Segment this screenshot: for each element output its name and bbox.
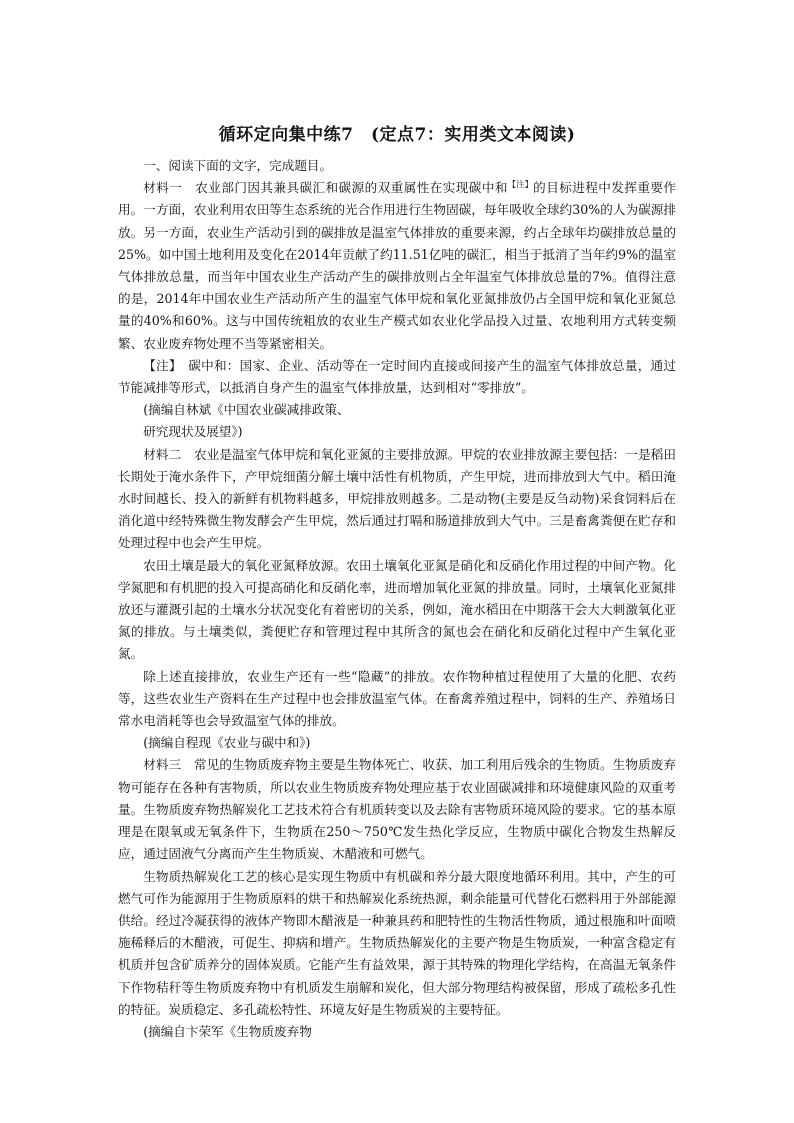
- material-3-paragraph-1: 材料三 常见的生物质废弃物主要是生物体死亡、收获、加工利用后残余的生物质。生物质废弃物可能存在各种有害物质，所以农业生物质废弃物处理应基于农业固碳减排和环境健康风险的双重考量。生物质废弃物热解炭化工艺技术符合有机质转变以及去除有害物质环境风险的要求。它的基本原理是在限氧或无氧条件下，生物质在250～750℃发生热化学反应，生物质中碳化合物发生热解反应，通过固液气分离而产生生物质炭、木醋液和可燃气。: [118, 757, 676, 862]
- instruction: 一、阅读下面的文字，完成题目。: [143, 158, 333, 173]
- material-1-note: 【注】 碳中和：国家、企业、活动等在一定时间内直接或间接产生的温室气体排放总量，通过节能减排等形式，以抵消自身产生的温室气体排放量，达到相对“零排放”。: [118, 357, 676, 396]
- page-title: 循环定向集中练7 (定点7：实用类文本阅读): [218, 125, 576, 145]
- material-3-source: (摘编自卞荣军《生物质废弃物: [143, 1023, 312, 1039]
- material-2-paragraph-2: 农田土壤是最大的氧化亚氮释放源。农田土壤氧化亚氮是硝化和反硝化作用过程的中间产物。化学氮肥和有机肥的投入可提高硝化和反硝化率，进而增加氧化亚氮的排放量。同时，土壤氧化亚氮排放还与灌溉引起的土壤水分状况变化有着密切的关系，例如，淹水稻田在中期落干会大大刺激氧化亚氮的排放。与土壤类似，粪便贮存和管理过程中其所含的氮也会在硝化和反硝化过程中产生氧化亚氮。: [118, 557, 676, 662]
- material-2-source: (摘编自程现《农业与碳中和》): [143, 735, 311, 751]
- material-1-source-line-1: (摘编自林斌《中国农业碳减排政策、: [143, 402, 350, 418]
- material-1-paragraph: [118, 177, 676, 355]
- material-2-paragraph-1: 材料二 农业是温室气体甲烷和氧化亚氮的主要排放源。甲烷的农业排放源主要包括：一是稻田长期处于淹水条件下，产甲烷细菌分解土壤中活性有机物质，产生甲烷，进而排放到大气中。稻田淹水时间越长、投入的新鲜有机物料越多，甲烷排放则越多。二是动物(主要是反刍动物)采食饲料后在消化道中经特殊微生物发酵会产生甲烷，然后通过打嗝和肠道排放到大气中。三是畜禽粪便在贮存和处理过程中也会产生甲烷。: [118, 446, 676, 551]
- material-3-paragraph-2: 生物质热解炭化工艺的核心是实现生物质中有机碳和养分最大限度地循环利用。其中，产生的可燃气可作为能源用于生物质原料的烘干和热解炭化系统热源，剩余能量可代替化石燃料用于外部能源供给。经过冷凝获得的液体产物即木醋液是一种兼具药和肥特性的生物活性物质，通过根施和叶面喷施稀释后的木醋液，可促生、抑病和增产。生物质热解炭化的主要产物是生物质炭，一种富含稳定有机质并包含矿质养分的固体炭质。它能产生有益效果，源于其特殊的物理化学结构，在高温无氧条件下作物秸秆等生物质废弃物中有机质发生崩解和炭化，但大部分物理结构被保留，形成了疏松多孔性的特征。炭质稳定、多孔疏松特性、环境友好是生物质炭的主要特征。: [118, 868, 676, 1017]
- material-1-source-line-2: 研究现状及展望》): [143, 424, 243, 440]
- material-1-body: 的目标进程中发挥重要作用。一方面，农业利用农田等生态系统的光合作用进行生物固碳，每年吸收全球约30%的人为碳源排放。另一方面，农业生产活动引到的碳排放是温室气体排放的重要来源，约占全球年均碳排放总量的25%。如中国土地利用及变化在2014年贡献了约11.51亿吨的碳汇，相当于抵消了当年约9%的温室气体排放总量，而当年中国农业生产活动产生的碳排放则占全年温室气体排放总量的7%。值得注意的是，2014年中国农业生产活动所产生的温室气体甲烷和氧化亚氮排放仍占全国甲烷和氧化亚氮总量的40%和60%。这与中国传统粗放的农业生产模式如农业化学品投入过量、农地利用方式转变频繁、农业废弃物处理不当等紧密相关。: [118, 180, 677, 351]
- material-2-paragraph-3: 除上述直接排放，农业生产还有一些“隐藏”的排放。农作物种植过程使用了大量的化肥、农药等，这些农业生产资料在生产过程中也会排放温室气体。在畜禽养殖过程中，饲料的生产、养殖场日常水电消耗等也会导致温室气体的排放。: [118, 668, 676, 729]
- note-marker: 【注】: [507, 180, 534, 190]
- material-1-head: 材料一 农业部门因其兼具碳汇和碳源的双重属性在实现碳中和: [143, 180, 508, 196]
